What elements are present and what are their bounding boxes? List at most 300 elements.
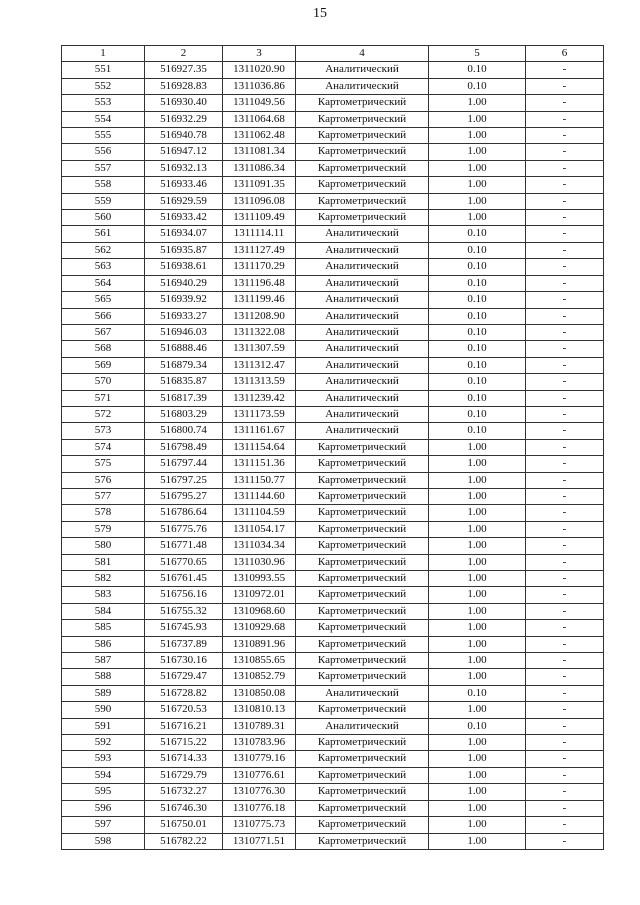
accuracy-cell: 0.10 — [429, 406, 526, 422]
table-row — [62, 160, 604, 176]
table-row — [62, 800, 604, 816]
table-row — [62, 78, 604, 94]
method-cell: Картометрический — [296, 488, 429, 504]
accuracy-cell: 0.10 — [429, 259, 526, 275]
accuracy-cell: 1.00 — [429, 505, 526, 521]
method-cell: Картометрический — [296, 620, 429, 636]
x-coordinate-cell: 516835.87 — [145, 374, 223, 390]
table-row — [62, 95, 604, 111]
table-row — [62, 603, 604, 619]
accuracy-cell: 1.00 — [429, 751, 526, 767]
note-cell: - — [526, 390, 604, 406]
method-cell: Картометрический — [296, 521, 429, 537]
x-coordinate-cell: 516782.22 — [145, 833, 223, 849]
table-row — [62, 324, 604, 340]
table-row — [62, 735, 604, 751]
x-coordinate-cell: 516928.83 — [145, 78, 223, 94]
x-coordinate-cell: 516729.79 — [145, 767, 223, 783]
note-cell: - — [526, 160, 604, 176]
accuracy-cell: 1.00 — [429, 128, 526, 144]
header-cell-5: 5 — [429, 46, 526, 62]
method-cell: Картометрический — [296, 554, 429, 570]
x-coordinate-cell: 516929.59 — [145, 193, 223, 209]
note-cell: - — [526, 636, 604, 652]
accuracy-cell: 1.00 — [429, 587, 526, 603]
point-number-cell: 569 — [62, 357, 145, 373]
point-number-cell: 556 — [62, 144, 145, 160]
accuracy-cell: 1.00 — [429, 653, 526, 669]
point-number-cell: 578 — [62, 505, 145, 521]
table-row — [62, 488, 604, 504]
accuracy-cell: 1.00 — [429, 833, 526, 849]
coordinates-table — [61, 45, 604, 850]
point-number-cell: 577 — [62, 488, 145, 504]
note-cell: - — [526, 669, 604, 685]
table-row — [62, 275, 604, 291]
method-cell: Картометрический — [296, 702, 429, 718]
x-coordinate-cell: 516798.49 — [145, 439, 223, 455]
note-cell: - — [526, 817, 604, 833]
method-cell: Картометрический — [296, 538, 429, 554]
table-row — [62, 571, 604, 587]
point-number-cell: 593 — [62, 751, 145, 767]
table-header — [62, 46, 604, 62]
method-cell: Картометрический — [296, 833, 429, 849]
y-coordinate-cell: 1311086.34 — [223, 160, 296, 176]
x-coordinate-cell: 516930.40 — [145, 95, 223, 111]
table-row — [62, 718, 604, 734]
accuracy-cell: 1.00 — [429, 456, 526, 472]
accuracy-cell: 0.10 — [429, 78, 526, 94]
accuracy-cell: 0.10 — [429, 62, 526, 78]
table-row — [62, 259, 604, 275]
x-coordinate-cell: 516720.53 — [145, 702, 223, 718]
x-coordinate-cell: 516786.64 — [145, 505, 223, 521]
x-coordinate-cell: 516940.29 — [145, 275, 223, 291]
header-cell-3: 3 — [223, 46, 296, 62]
accuracy-cell: 0.10 — [429, 308, 526, 324]
point-number-cell: 589 — [62, 685, 145, 701]
header-cell-1: 1 — [62, 46, 145, 62]
x-coordinate-cell: 516797.25 — [145, 472, 223, 488]
point-number-cell: 563 — [62, 259, 145, 275]
accuracy-cell: 0.10 — [429, 324, 526, 340]
point-number-cell: 562 — [62, 242, 145, 258]
method-cell: Аналитический — [296, 357, 429, 373]
accuracy-cell: 0.10 — [429, 292, 526, 308]
y-coordinate-cell: 1310776.30 — [223, 784, 296, 800]
note-cell: - — [526, 784, 604, 800]
y-coordinate-cell: 1311313.59 — [223, 374, 296, 390]
accuracy-cell: 1.00 — [429, 767, 526, 783]
method-cell: Аналитический — [296, 685, 429, 701]
x-coordinate-cell: 516939.92 — [145, 292, 223, 308]
header-cell-6: 6 — [526, 46, 604, 62]
table-row — [62, 685, 604, 701]
note-cell: - — [526, 226, 604, 242]
accuracy-cell: 1.00 — [429, 472, 526, 488]
x-coordinate-cell: 516795.27 — [145, 488, 223, 504]
point-number-cell: 561 — [62, 226, 145, 242]
y-coordinate-cell: 1310891.96 — [223, 636, 296, 652]
method-cell: Картометрический — [296, 505, 429, 521]
y-coordinate-cell: 1311054.17 — [223, 521, 296, 537]
accuracy-cell: 0.10 — [429, 718, 526, 734]
y-coordinate-cell: 1311151.36 — [223, 456, 296, 472]
accuracy-cell: 1.00 — [429, 702, 526, 718]
point-number-cell: 559 — [62, 193, 145, 209]
point-number-cell: 592 — [62, 735, 145, 751]
x-coordinate-cell: 516934.07 — [145, 226, 223, 242]
accuracy-cell: 0.10 — [429, 242, 526, 258]
note-cell: - — [526, 767, 604, 783]
accuracy-cell: 1.00 — [429, 111, 526, 127]
point-number-cell: 568 — [62, 341, 145, 357]
note-cell: - — [526, 111, 604, 127]
note-cell: - — [526, 144, 604, 160]
table-row — [62, 144, 604, 160]
note-cell: - — [526, 620, 604, 636]
note-cell: - — [526, 554, 604, 570]
table-row — [62, 439, 604, 455]
x-coordinate-cell: 516771.48 — [145, 538, 223, 554]
point-number-cell: 558 — [62, 177, 145, 193]
method-cell: Картометрический — [296, 653, 429, 669]
method-cell: Картометрический — [296, 603, 429, 619]
note-cell: - — [526, 324, 604, 340]
y-coordinate-cell: 1311030.96 — [223, 554, 296, 570]
header-cell-4: 4 — [296, 46, 429, 62]
x-coordinate-cell: 516750.01 — [145, 817, 223, 833]
note-cell: - — [526, 456, 604, 472]
note-cell: - — [526, 210, 604, 226]
note-cell: - — [526, 751, 604, 767]
table-row — [62, 456, 604, 472]
note-cell: - — [526, 357, 604, 373]
table-row — [62, 620, 604, 636]
x-coordinate-cell: 516737.89 — [145, 636, 223, 652]
x-coordinate-cell: 516932.29 — [145, 111, 223, 127]
note-cell: - — [526, 275, 604, 291]
note-cell: - — [526, 603, 604, 619]
method-cell: Картометрический — [296, 636, 429, 652]
x-coordinate-cell: 516940.78 — [145, 128, 223, 144]
y-coordinate-cell: 1310850.08 — [223, 685, 296, 701]
accuracy-cell: 1.00 — [429, 603, 526, 619]
point-number-cell: 554 — [62, 111, 145, 127]
method-cell: Картометрический — [296, 571, 429, 587]
page-number: 15 — [313, 6, 327, 21]
x-coordinate-cell: 516716.21 — [145, 718, 223, 734]
x-coordinate-cell: 516745.93 — [145, 620, 223, 636]
x-coordinate-cell: 516947.12 — [145, 144, 223, 160]
note-cell: - — [526, 538, 604, 554]
accuracy-cell: 0.10 — [429, 390, 526, 406]
x-coordinate-cell: 516715.22 — [145, 735, 223, 751]
table-row — [62, 357, 604, 373]
x-coordinate-cell: 516797.44 — [145, 456, 223, 472]
point-number-cell: 570 — [62, 374, 145, 390]
accuracy-cell: 1.00 — [429, 784, 526, 800]
method-cell: Аналитический — [296, 242, 429, 258]
y-coordinate-cell: 1311104.59 — [223, 505, 296, 521]
x-coordinate-cell: 516729.47 — [145, 669, 223, 685]
y-coordinate-cell: 1311127.49 — [223, 242, 296, 258]
accuracy-cell: 1.00 — [429, 210, 526, 226]
note-cell: - — [526, 259, 604, 275]
y-coordinate-cell: 1311307.59 — [223, 341, 296, 357]
method-cell: Аналитический — [296, 292, 429, 308]
note-cell: - — [526, 177, 604, 193]
y-coordinate-cell: 1310779.16 — [223, 751, 296, 767]
table-row — [62, 702, 604, 718]
accuracy-cell: 1.00 — [429, 554, 526, 570]
note-cell: - — [526, 439, 604, 455]
y-coordinate-cell: 1311161.67 — [223, 423, 296, 439]
x-coordinate-cell: 516761.45 — [145, 571, 223, 587]
y-coordinate-cell: 1310855.65 — [223, 653, 296, 669]
point-number-cell: 555 — [62, 128, 145, 144]
header-cell-2: 2 — [145, 46, 223, 62]
accuracy-cell: 0.10 — [429, 374, 526, 390]
accuracy-cell: 1.00 — [429, 800, 526, 816]
y-coordinate-cell: 1310810.13 — [223, 702, 296, 718]
method-cell: Картометрический — [296, 193, 429, 209]
x-coordinate-cell: 516932.13 — [145, 160, 223, 176]
y-coordinate-cell: 1310789.31 — [223, 718, 296, 734]
accuracy-cell: 1.00 — [429, 817, 526, 833]
point-number-cell: 580 — [62, 538, 145, 554]
note-cell: - — [526, 242, 604, 258]
point-number-cell: 584 — [62, 603, 145, 619]
accuracy-cell: 1.00 — [429, 439, 526, 455]
point-number-cell: 581 — [62, 554, 145, 570]
point-number-cell: 557 — [62, 160, 145, 176]
point-number-cell: 566 — [62, 308, 145, 324]
method-cell: Картометрический — [296, 177, 429, 193]
y-coordinate-cell: 1311170.29 — [223, 259, 296, 275]
table-row — [62, 636, 604, 652]
method-cell: Аналитический — [296, 324, 429, 340]
y-coordinate-cell: 1310993.55 — [223, 571, 296, 587]
note-cell: - — [526, 653, 604, 669]
point-number-cell: 582 — [62, 571, 145, 587]
y-coordinate-cell: 1311322.08 — [223, 324, 296, 340]
method-cell: Картометрический — [296, 210, 429, 226]
point-number-cell: 595 — [62, 784, 145, 800]
note-cell: - — [526, 685, 604, 701]
accuracy-cell: 1.00 — [429, 193, 526, 209]
y-coordinate-cell: 1310783.96 — [223, 735, 296, 751]
method-cell: Картометрический — [296, 751, 429, 767]
x-coordinate-cell: 516770.65 — [145, 554, 223, 570]
y-coordinate-cell: 1311049.56 — [223, 95, 296, 111]
note-cell: - — [526, 735, 604, 751]
method-cell: Аналитический — [296, 341, 429, 357]
x-coordinate-cell: 516775.76 — [145, 521, 223, 537]
y-coordinate-cell: 1311208.90 — [223, 308, 296, 324]
point-number-cell: 572 — [62, 406, 145, 422]
note-cell: - — [526, 702, 604, 718]
table-row — [62, 390, 604, 406]
y-coordinate-cell: 1311109.49 — [223, 210, 296, 226]
point-number-cell: 564 — [62, 275, 145, 291]
header-row — [62, 46, 604, 62]
x-coordinate-cell: 516935.87 — [145, 242, 223, 258]
note-cell: - — [526, 521, 604, 537]
point-number-cell: 551 — [62, 62, 145, 78]
method-cell: Картометрический — [296, 767, 429, 783]
x-coordinate-cell: 516888.46 — [145, 341, 223, 357]
y-coordinate-cell: 1311173.59 — [223, 406, 296, 422]
table-row — [62, 505, 604, 521]
y-coordinate-cell: 1311196.48 — [223, 275, 296, 291]
point-number-cell: 573 — [62, 423, 145, 439]
x-coordinate-cell: 516803.29 — [145, 406, 223, 422]
table-row — [62, 193, 604, 209]
point-number-cell: 598 — [62, 833, 145, 849]
accuracy-cell: 1.00 — [429, 144, 526, 160]
accuracy-cell: 0.10 — [429, 341, 526, 357]
y-coordinate-cell: 1310775.73 — [223, 817, 296, 833]
x-coordinate-cell: 516756.16 — [145, 587, 223, 603]
table-row — [62, 472, 604, 488]
point-number-cell: 591 — [62, 718, 145, 734]
y-coordinate-cell: 1311150.77 — [223, 472, 296, 488]
table-row — [62, 341, 604, 357]
point-number-cell: 583 — [62, 587, 145, 603]
method-cell: Картометрический — [296, 800, 429, 816]
y-coordinate-cell: 1310852.79 — [223, 669, 296, 685]
accuracy-cell: 0.10 — [429, 423, 526, 439]
method-cell: Аналитический — [296, 423, 429, 439]
y-coordinate-cell: 1311239.42 — [223, 390, 296, 406]
note-cell: - — [526, 308, 604, 324]
y-coordinate-cell: 1311036.86 — [223, 78, 296, 94]
table-row — [62, 751, 604, 767]
method-cell: Картометрический — [296, 587, 429, 603]
x-coordinate-cell: 516938.61 — [145, 259, 223, 275]
x-coordinate-cell: 516755.32 — [145, 603, 223, 619]
method-cell: Аналитический — [296, 275, 429, 291]
table-row — [62, 833, 604, 849]
y-coordinate-cell: 1310776.18 — [223, 800, 296, 816]
point-number-cell: 590 — [62, 702, 145, 718]
x-coordinate-cell: 516817.39 — [145, 390, 223, 406]
y-coordinate-cell: 1310771.51 — [223, 833, 296, 849]
note-cell: - — [526, 472, 604, 488]
point-number-cell: 596 — [62, 800, 145, 816]
note-cell: - — [526, 128, 604, 144]
note-cell: - — [526, 95, 604, 111]
method-cell: Аналитический — [296, 406, 429, 422]
note-cell: - — [526, 374, 604, 390]
table-row — [62, 669, 604, 685]
accuracy-cell: 1.00 — [429, 620, 526, 636]
note-cell: - — [526, 571, 604, 587]
method-cell: Картометрический — [296, 144, 429, 160]
table-row — [62, 308, 604, 324]
note-cell: - — [526, 193, 604, 209]
accuracy-cell: 0.10 — [429, 226, 526, 242]
table-row — [62, 128, 604, 144]
point-number-cell: 587 — [62, 653, 145, 669]
y-coordinate-cell: 1311199.46 — [223, 292, 296, 308]
point-number-cell: 565 — [62, 292, 145, 308]
note-cell: - — [526, 718, 604, 734]
accuracy-cell: 0.10 — [429, 357, 526, 373]
accuracy-cell: 1.00 — [429, 177, 526, 193]
table-row — [62, 111, 604, 127]
y-coordinate-cell: 1311154.64 — [223, 439, 296, 455]
y-coordinate-cell: 1310972.01 — [223, 587, 296, 603]
table-row — [62, 62, 604, 78]
point-number-cell: 574 — [62, 439, 145, 455]
x-coordinate-cell: 516946.03 — [145, 324, 223, 340]
method-cell: Картометрический — [296, 669, 429, 685]
method-cell: Картометрический — [296, 472, 429, 488]
note-cell: - — [526, 505, 604, 521]
accuracy-cell: 1.00 — [429, 488, 526, 504]
x-coordinate-cell: 516732.27 — [145, 784, 223, 800]
y-coordinate-cell: 1311114.11 — [223, 226, 296, 242]
table-row — [62, 817, 604, 833]
note-cell: - — [526, 488, 604, 504]
y-coordinate-cell: 1311020.90 — [223, 62, 296, 78]
y-coordinate-cell: 1311034.34 — [223, 538, 296, 554]
table-row — [62, 406, 604, 422]
point-number-cell: 585 — [62, 620, 145, 636]
x-coordinate-cell: 516879.34 — [145, 357, 223, 373]
x-coordinate-cell: 516800.74 — [145, 423, 223, 439]
y-coordinate-cell: 1310968.60 — [223, 603, 296, 619]
method-cell: Аналитический — [296, 259, 429, 275]
table-row — [62, 587, 604, 603]
x-coordinate-cell: 516746.30 — [145, 800, 223, 816]
accuracy-cell: 1.00 — [429, 636, 526, 652]
method-cell: Картометрический — [296, 160, 429, 176]
y-coordinate-cell: 1311064.68 — [223, 111, 296, 127]
note-cell: - — [526, 800, 604, 816]
table-row — [62, 521, 604, 537]
method-cell: Картометрический — [296, 95, 429, 111]
method-cell: Аналитический — [296, 718, 429, 734]
table-row — [62, 423, 604, 439]
point-number-cell: 579 — [62, 521, 145, 537]
table-row — [62, 374, 604, 390]
x-coordinate-cell: 516728.82 — [145, 685, 223, 701]
method-cell: Картометрический — [296, 439, 429, 455]
accuracy-cell: 1.00 — [429, 735, 526, 751]
note-cell: - — [526, 292, 604, 308]
accuracy-cell: 0.10 — [429, 685, 526, 701]
point-number-cell: 586 — [62, 636, 145, 652]
point-number-cell: 553 — [62, 95, 145, 111]
point-number-cell: 560 — [62, 210, 145, 226]
accuracy-cell: 1.00 — [429, 95, 526, 111]
accuracy-cell: 1.00 — [429, 538, 526, 554]
method-cell: Картометрический — [296, 735, 429, 751]
x-coordinate-cell: 516927.35 — [145, 62, 223, 78]
accuracy-cell: 1.00 — [429, 160, 526, 176]
table-row — [62, 226, 604, 242]
note-cell: - — [526, 587, 604, 603]
accuracy-cell: 1.00 — [429, 571, 526, 587]
point-number-cell: 597 — [62, 817, 145, 833]
x-coordinate-cell: 516714.33 — [145, 751, 223, 767]
table-row — [62, 292, 604, 308]
point-number-cell: 575 — [62, 456, 145, 472]
